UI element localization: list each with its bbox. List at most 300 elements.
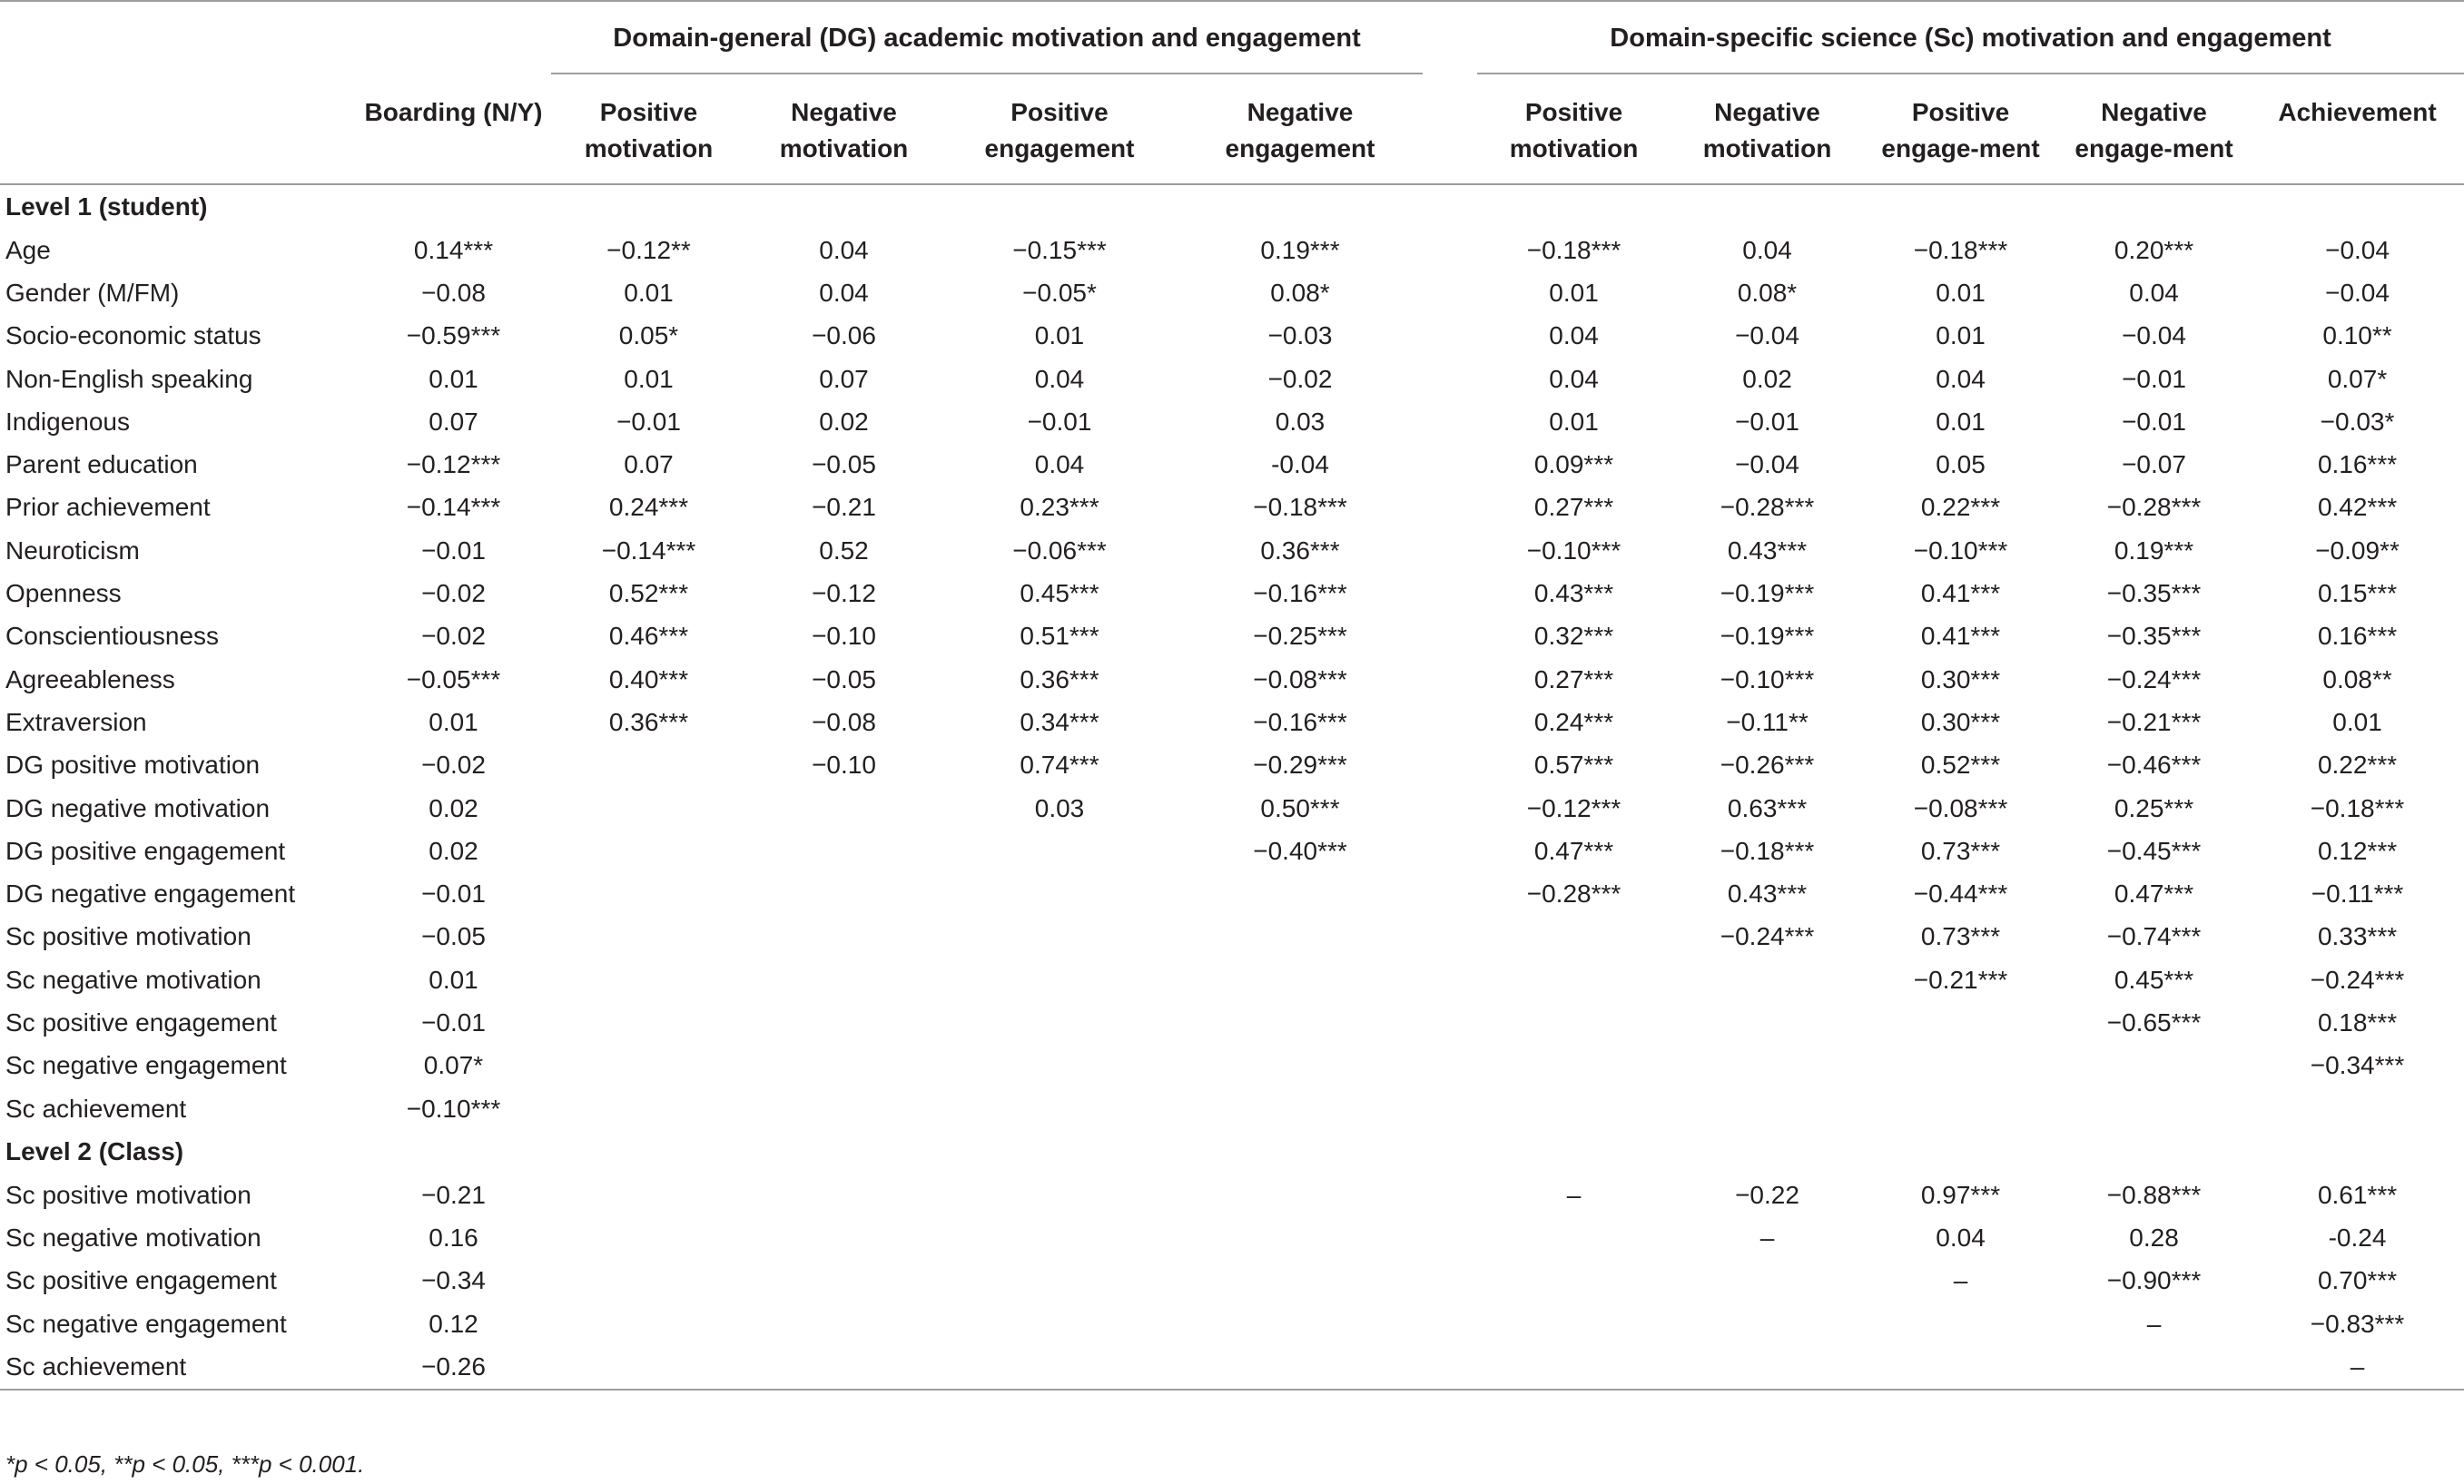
table-cell: 0.24***	[1533, 707, 1614, 736]
table-row	[0, 1302, 2464, 1345]
group-spacer	[1423, 830, 1477, 872]
column-header: Negative motivation	[1702, 98, 1832, 162]
table-cell: −0.29***	[1253, 751, 1347, 780]
table-cell: −0.02	[421, 579, 486, 608]
table-cell: −0.01	[616, 407, 681, 436]
table-cell: 0.07	[819, 364, 869, 393]
row-label: Sc positive motivation	[5, 922, 251, 951]
table-cell: −0.07	[2122, 450, 2186, 479]
table-cell	[551, 1174, 746, 1216]
table-cell	[941, 1217, 1178, 1260]
table-cell: 0.01	[1034, 321, 1085, 350]
table-cell: −0.24***	[2310, 965, 2405, 994]
table-cell: 0.73***	[1920, 836, 2001, 865]
table-cell: 0.02	[819, 407, 869, 436]
table-cell: 0.25***	[2114, 793, 2194, 822]
table-cell	[1178, 916, 1423, 958]
table-cell	[1477, 1001, 1671, 1044]
table-cell: 0.07*	[2327, 364, 2388, 393]
table-cell: 0.18***	[2317, 1007, 2398, 1037]
table-cell	[1477, 1260, 1671, 1302]
row-label: Non-English speaking	[5, 364, 253, 393]
row-label: Openness	[5, 579, 122, 608]
table-cell: 0.33***	[2317, 922, 2398, 951]
table-cell	[746, 1217, 941, 1260]
table-cell: 0.41***	[1920, 622, 2001, 651]
table-cell: 0.04	[1742, 235, 1792, 264]
table-cell	[551, 1087, 746, 1130]
table-body	[0, 184, 2464, 1390]
table-cell: 0.28	[2129, 1224, 2179, 1253]
table-cell: 0.22***	[2317, 751, 2398, 780]
row-label: Age	[5, 235, 51, 264]
row-label: Conscientiousness	[5, 622, 220, 651]
column-header: Negative motivation	[779, 98, 909, 162]
table-cell: −0.16***	[1253, 579, 1347, 608]
row-label: Extraversion	[5, 707, 147, 736]
table-cell: −0.05*	[1022, 278, 1097, 307]
table-cell: –	[1953, 1266, 1968, 1295]
table-cell: 0.74***	[1020, 751, 1099, 780]
table-cell	[551, 872, 746, 915]
table-cell: 0.01	[429, 965, 478, 994]
table-row	[0, 830, 2464, 872]
table-cell: 0.40***	[608, 664, 689, 693]
table-cell	[746, 1001, 941, 1044]
table-cell: −0.24***	[1720, 922, 1815, 951]
table-cell	[551, 916, 746, 958]
table-cell: 0.30***	[1920, 664, 2001, 693]
table-cell: −0.28***	[1526, 880, 1621, 909]
table-cell: 0.97***	[1920, 1180, 2001, 1209]
table-cell	[1477, 1302, 1671, 1345]
table-cell: 0.46***	[608, 622, 689, 651]
table-cell: 0.47***	[1533, 836, 1614, 865]
table-cell: −0.01	[1027, 407, 1092, 436]
group-spacer	[1423, 358, 1477, 400]
table-cell: 0.04	[1936, 364, 1986, 393]
table-cell	[941, 1087, 1178, 1130]
group-spacer	[1423, 400, 1477, 443]
table-cell: 0.01	[1936, 278, 1986, 307]
section-header-level2	[0, 1130, 2464, 1174]
table-cell	[551, 1345, 746, 1389]
table-cell: 0.04	[1034, 364, 1085, 393]
table-row	[0, 315, 2464, 358]
table-cell: 0.02	[429, 793, 478, 822]
table-cell: −0.01	[2122, 407, 2186, 436]
table-cell: −0.08***	[1913, 793, 2008, 822]
table-cell: 0.01	[624, 364, 674, 393]
table-cell: 0.52	[819, 536, 869, 565]
table-cell: 0.36***	[1020, 664, 1099, 693]
table-cell	[1178, 1174, 1423, 1216]
group-spacer	[1423, 1260, 1477, 1302]
table-cell: 0.12***	[2317, 836, 2398, 865]
table-cell: −0.11***	[2311, 880, 2404, 909]
row-label: Sc negative motivation	[5, 1224, 261, 1253]
table-cell: −0.10***	[1720, 664, 1815, 693]
row-label: Parent education	[5, 450, 198, 479]
table-cell: 0.22***	[1920, 493, 2001, 522]
table-cell: 0.32***	[1533, 622, 1614, 651]
table-cell: 0.57***	[1533, 751, 1614, 780]
table-cell: −0.02	[421, 622, 486, 651]
table-row	[0, 701, 2464, 743]
row-label: Indigenous	[5, 407, 131, 436]
row-label: Sc achievement	[5, 1352, 187, 1381]
column-header: Positive motivation	[1509, 98, 1639, 162]
table-cell: 0.43***	[1727, 536, 1808, 565]
table-cell	[551, 1217, 746, 1260]
table-cell	[1864, 1345, 2057, 1389]
table-cell: 0.51***	[1020, 622, 1099, 651]
table-cell: 0.09***	[1533, 450, 1614, 479]
table-cell	[941, 916, 1178, 958]
table-cell: −0.12	[812, 579, 876, 608]
table-cell: −0.05	[812, 450, 876, 479]
table-row	[0, 958, 2464, 1001]
table-cell	[746, 1345, 941, 1389]
table-header	[0, 1, 2464, 184]
row-label: Neuroticism	[5, 536, 140, 565]
row-label: Gender (M/FM)	[5, 278, 180, 307]
table-cell: 0.08*	[1270, 278, 1330, 307]
table-cell	[1178, 1217, 1423, 1260]
table-cell	[1671, 1087, 1864, 1130]
table-cell: −0.18***	[1253, 493, 1347, 522]
table-cell: −0.10	[812, 622, 876, 651]
table-cell: 0.20***	[2114, 235, 2194, 264]
table-cell	[746, 1087, 941, 1130]
row-label: Sc achievement	[5, 1094, 187, 1123]
table-cell: −0.06	[812, 321, 876, 350]
table-row	[0, 1087, 2464, 1130]
table-cell: −0.02	[1267, 364, 1333, 393]
table-row	[0, 1345, 2464, 1389]
table-cell: −0.14***	[406, 493, 501, 522]
table-cell: −0.08***	[1253, 664, 1347, 693]
group-spacer	[1423, 315, 1477, 358]
table-cell	[746, 1174, 941, 1216]
table-cell: −0.88***	[2106, 1180, 2202, 1209]
section-title: Level 1 (student)	[5, 192, 208, 221]
table-cell: 0.04	[1034, 450, 1085, 479]
table-cell	[1477, 958, 1671, 1001]
table-cell: −0.74***	[2106, 922, 2202, 951]
table-row	[0, 787, 2464, 830]
table-cell: 0.61***	[2317, 1180, 2398, 1209]
table-cell: 0.03	[1275, 407, 1326, 436]
table-cell: 0.52***	[1920, 751, 2001, 780]
table-cell: −0.18***	[2310, 793, 2405, 822]
row-label: Sc positive engagement	[5, 1007, 277, 1037]
row-label: DG positive motivation	[5, 751, 261, 780]
table-cell: 0.45***	[2114, 965, 2194, 994]
table-row	[0, 1045, 2464, 1087]
table-cell	[551, 1260, 746, 1302]
table-cell	[746, 1045, 941, 1087]
table-cell: −0.26***	[1720, 751, 1815, 780]
table-row	[0, 572, 2464, 614]
table-cell	[941, 1260, 1178, 1302]
table-cell: 0.10**	[2322, 321, 2392, 350]
table-cell: 0.43***	[1727, 880, 1808, 909]
column-header: Negative engage-ment	[2075, 98, 2233, 162]
table-cell	[1178, 1001, 1423, 1044]
table-cell	[1477, 1217, 1671, 1260]
table-cell: −0.19***	[1720, 622, 1815, 651]
table-cell	[941, 1001, 1178, 1044]
row-label: DG positive engagement	[5, 836, 286, 865]
table-cell: 0.02	[429, 836, 478, 865]
table-cell: 0.04	[819, 235, 869, 264]
table-cell: 0.01	[1549, 278, 1599, 307]
table-row	[0, 400, 2464, 443]
table-cell: 0.01	[624, 278, 674, 307]
table-cell	[2251, 1087, 2464, 1130]
table-cell: −0.05	[812, 664, 876, 693]
table-cell: 0.14***	[413, 235, 494, 264]
table-cell	[1178, 1302, 1423, 1345]
row-label: Sc negative engagement	[5, 1309, 287, 1338]
table-cell: –	[2146, 1309, 2162, 1338]
table-cell	[1178, 1260, 1423, 1302]
table-cell: 0.43***	[1533, 579, 1614, 608]
table-cell: 0.01	[429, 707, 478, 736]
group-spacer	[1423, 916, 1477, 958]
table-cell: −0.28***	[2106, 493, 2202, 522]
table-cell: −0.90***	[2106, 1266, 2202, 1295]
table-cell: −0.01	[421, 1007, 486, 1037]
table-cell: 0.05*	[618, 321, 679, 350]
table-row	[0, 358, 2464, 400]
table-cell	[1178, 958, 1423, 1001]
table-cell: −0.45***	[2106, 836, 2202, 865]
row-label-header	[0, 74, 356, 184]
table-cell	[746, 872, 941, 915]
table-cell: −0.19***	[1720, 579, 1815, 608]
table-cell	[746, 1260, 941, 1302]
table-cell	[1671, 1345, 1864, 1389]
table-cell: 0.41***	[1920, 579, 2001, 608]
table-row	[0, 1260, 2464, 1302]
table-cell: −0.03	[1267, 321, 1333, 350]
table-cell: 0.52***	[608, 579, 689, 608]
table-cell: −0.10***	[1526, 536, 1621, 565]
group-spacer	[1423, 529, 1477, 572]
table-row	[0, 1001, 2464, 1044]
table-cell: −0.10***	[1913, 536, 2008, 565]
table-cell: −0.04	[2122, 321, 2186, 350]
table-cell	[1864, 1087, 2057, 1130]
table-cell: −0.11**	[1726, 707, 1809, 736]
table-cell: −0.16***	[1253, 707, 1347, 736]
table-cell: −0.06***	[1012, 536, 1107, 565]
table-cell: 0.16	[429, 1224, 478, 1253]
table-cell: −0.34	[421, 1266, 486, 1295]
table-cell: −0.18***	[1526, 235, 1621, 264]
table-row	[0, 615, 2464, 658]
section-header-level1	[0, 184, 2464, 229]
table-cell: −0.09**	[2315, 536, 2400, 565]
table-cell	[941, 830, 1178, 872]
table-cell: 0.30***	[1920, 707, 2001, 736]
table-cell: −0.21***	[1913, 965, 2008, 994]
table-cell	[941, 1174, 1178, 1216]
table-cell: −0.04	[2325, 235, 2390, 264]
group-header-domain-general: Domain-general (DG) academic motivation and engagement	[551, 1, 1423, 74]
table-cell: 0.04	[1936, 1224, 1986, 1253]
table-row	[0, 916, 2464, 958]
table-cell: −0.59***	[406, 321, 501, 350]
table-cell: −0.46***	[2106, 751, 2202, 780]
table-cell: −0.12***	[406, 450, 501, 479]
table-cell: −0.65***	[2106, 1007, 2202, 1037]
column-header: Boarding (N/Y)	[364, 98, 543, 126]
table-cell	[1864, 1045, 2057, 1087]
table-cell	[551, 958, 746, 1001]
table-cell: −0.83***	[2310, 1309, 2405, 1338]
group-spacer	[1423, 1345, 1477, 1389]
table-cell: −0.40***	[1253, 836, 1347, 865]
table-cell: 0.07*	[423, 1051, 484, 1080]
table-cell: −0.08	[812, 707, 876, 736]
group-spacer	[1423, 271, 1477, 314]
table-cell	[1477, 1087, 1671, 1130]
table-cell: −0.15***	[1012, 235, 1107, 264]
table-cell: -0.04	[1271, 450, 1329, 479]
table-cell: −0.04	[2325, 278, 2390, 307]
table-cell: 0.04	[819, 278, 869, 307]
group-spacer	[1423, 486, 1477, 529]
table-row	[0, 271, 2464, 314]
table-cell: 0.04	[1549, 364, 1599, 393]
table-cell: −0.08	[421, 278, 486, 307]
table-cell: 0.63***	[1727, 793, 1808, 822]
table-row	[0, 744, 2464, 787]
table-cell	[2057, 1345, 2251, 1389]
table-cell: −0.05	[421, 922, 486, 951]
table-cell	[1671, 1260, 1864, 1302]
table-cell	[1477, 1345, 1671, 1389]
table-cell: 0.19***	[2114, 536, 2194, 565]
group-spacer	[1423, 701, 1477, 743]
table-cell: –	[1566, 1180, 1582, 1209]
table-row	[0, 1174, 2464, 1216]
table-cell: 0.73***	[1920, 922, 2001, 951]
row-label: Prior achievement	[5, 493, 211, 522]
group-spacer	[1423, 872, 1477, 915]
row-label: Sc negative engagement	[5, 1051, 287, 1080]
table-cell: 0.47***	[2114, 880, 2194, 909]
table-cell: 0.03	[1034, 793, 1085, 822]
group-header-domain-specific: Domain-specific science (Sc) motivation and engagement	[1477, 1, 2464, 74]
table-cell: 0.34***	[1020, 707, 1099, 736]
table-cell	[1671, 958, 1864, 1001]
table-cell: −0.01	[421, 880, 486, 909]
group-spacer	[1423, 1302, 1477, 1345]
table-cell: −0.25***	[1253, 622, 1347, 651]
table-cell: 0.24***	[608, 493, 689, 522]
table-cell: −0.12**	[606, 235, 691, 264]
table-cell: 0.19***	[1260, 235, 1340, 264]
table-cell: −0.35***	[2106, 579, 2202, 608]
row-label: Sc negative motivation	[5, 965, 261, 994]
table-row	[0, 529, 2464, 572]
group-spacer	[1423, 229, 1477, 271]
table-cell: −0.01	[2122, 364, 2186, 393]
group-spacer	[1423, 787, 1477, 830]
table-cell	[551, 830, 746, 872]
table-cell	[551, 1045, 746, 1087]
table-cell	[746, 787, 941, 830]
table-cell	[1864, 1302, 2057, 1345]
table-cell: −0.10***	[406, 1094, 501, 1123]
table-cell: 0.01	[429, 364, 478, 393]
table-cell	[1671, 1045, 1864, 1087]
table-cell: −0.21	[421, 1180, 486, 1209]
table-cell: –	[2350, 1352, 2365, 1381]
table-cell	[1178, 872, 1423, 915]
row-label: Sc positive motivation	[5, 1180, 251, 1209]
group-spacer	[1423, 1001, 1477, 1044]
section-title: Level 2 (Class)	[5, 1137, 184, 1166]
table-cell: 0.27***	[1533, 493, 1614, 522]
table-cell: 0.23***	[1020, 493, 1099, 522]
table-cell: −0.10	[812, 751, 876, 780]
table-cell: 0.36***	[608, 707, 689, 736]
table-cell: −0.14***	[601, 536, 696, 565]
table-cell: 0.45***	[1020, 579, 1099, 608]
table-cell	[746, 958, 941, 1001]
table-cell: −0.01	[1735, 407, 1799, 436]
column-header: Positive engagement	[984, 98, 1135, 162]
table-cell: 0.01	[2332, 707, 2382, 736]
table-cell	[1178, 1087, 1423, 1130]
table-cell: 0.15***	[2317, 579, 2398, 608]
table-cell	[1178, 1045, 1423, 1087]
table-cell	[1671, 1302, 1864, 1345]
table-cell: 0.07	[429, 407, 478, 436]
group-spacer	[1423, 443, 1477, 486]
group-spacer	[1423, 1217, 1477, 1260]
table-footnote: *p < 0.05, **p < 0.05, ***p < 0.001.	[5, 1450, 365, 1478]
table-row	[0, 486, 2464, 529]
table-cell: −0.05***	[406, 664, 501, 693]
table-cell: 0.16***	[2317, 450, 2398, 479]
table-row	[0, 872, 2464, 915]
group-spacer	[1423, 658, 1477, 701]
table-cell: 0.02	[1742, 364, 1792, 393]
table-cell: -0.24	[2328, 1224, 2387, 1253]
table-cell: −0.18***	[1913, 235, 2008, 264]
table-cell: −0.04	[1735, 321, 1799, 350]
table-cell	[551, 744, 746, 787]
table-cell: −0.21***	[2106, 707, 2202, 736]
column-header: Positive engage-ment	[1881, 98, 2040, 162]
group-spacer	[1423, 1174, 1477, 1216]
group-spacer	[1423, 1045, 1477, 1087]
row-label: Sc positive engagement	[5, 1266, 277, 1295]
group-spacer	[1423, 74, 1477, 184]
table-cell: 0.05	[1936, 450, 1986, 479]
table-cell: −0.28***	[1720, 493, 1815, 522]
group-spacer	[1423, 744, 1477, 787]
table-row	[0, 1217, 2464, 1260]
table-cell	[1178, 1345, 1423, 1389]
table-row	[0, 443, 2464, 486]
